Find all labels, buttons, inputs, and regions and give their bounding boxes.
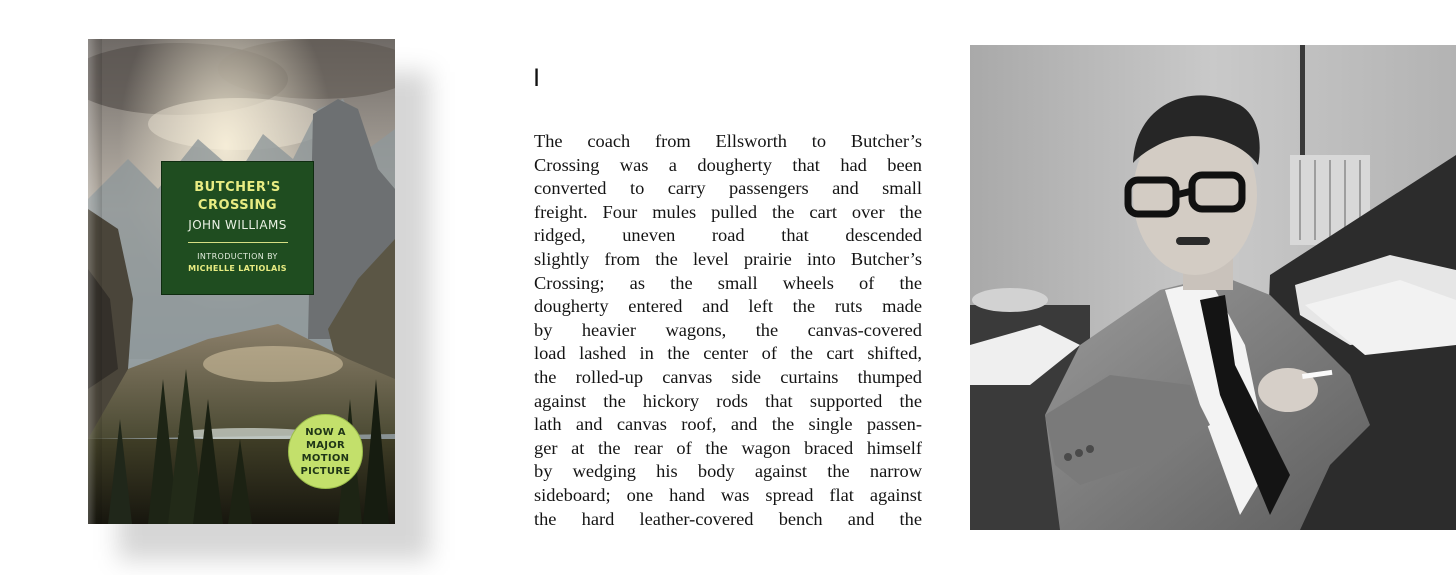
text-line: against the hickory rods that supported the <box>534 390 922 411</box>
book-author: JOHN WILLIAMS <box>188 218 287 232</box>
text-line: converted to carry passengers and small <box>534 178 922 199</box>
book-title-line-1: BUTCHER'S <box>194 180 281 195</box>
text-line: load lashed in the center of the cart shifted, <box>534 343 922 364</box>
cover-spine <box>88 39 102 524</box>
text-line: by wedging his body against the narrow <box>534 461 922 482</box>
text-line: Crossing; as the small wheels of the <box>534 272 922 293</box>
badge-line: MOTION <box>301 452 350 464</box>
motion-picture-badge <box>288 414 363 489</box>
author-photo <box>970 45 1456 530</box>
text-line: Crossing was a dougherty that had been <box>534 154 922 175</box>
text-line: slightly from the level prairie into Butcher’s <box>534 248 922 269</box>
excerpt-text <box>534 130 922 531</box>
author-portrait-image <box>970 45 1456 530</box>
chapter-number: I <box>533 64 541 92</box>
text-line: ger at the rear of the wagon braced himself <box>534 437 922 458</box>
text-line: The coach from Ellsworth to Butcher’s <box>534 131 922 151</box>
text-line: dougherty entered and left the ruts made <box>534 296 922 317</box>
text-line: lath and canvas roof, and the single passen- <box>534 414 922 435</box>
badge-line: PICTURE <box>300 465 351 477</box>
badge-line: MAJOR <box>305 439 346 451</box>
intro-label: INTRODUCTION BY <box>197 252 278 261</box>
text-line: freight. Four mules pulled the cart over the <box>534 201 922 222</box>
book-title-line-2: CROSSING <box>197 198 278 213</box>
badge-line: NOW A <box>305 426 346 438</box>
text-line: the hard leather-covered bench and the <box>534 508 922 529</box>
text-line: sideboard; one hand was spread flat against <box>534 484 922 505</box>
text-line: by heavier wagons, the canvas-covered <box>534 319 922 340</box>
cover-title-panel <box>161 161 314 295</box>
book-cover <box>88 39 395 524</box>
text-line: ridged, uneven road that descended <box>534 225 922 246</box>
intro-author: MICHELLE LATIOLAIS <box>188 264 287 273</box>
title-divider <box>188 242 288 243</box>
text-line: the rolled-up canvas side curtains thumped <box>534 366 922 387</box>
